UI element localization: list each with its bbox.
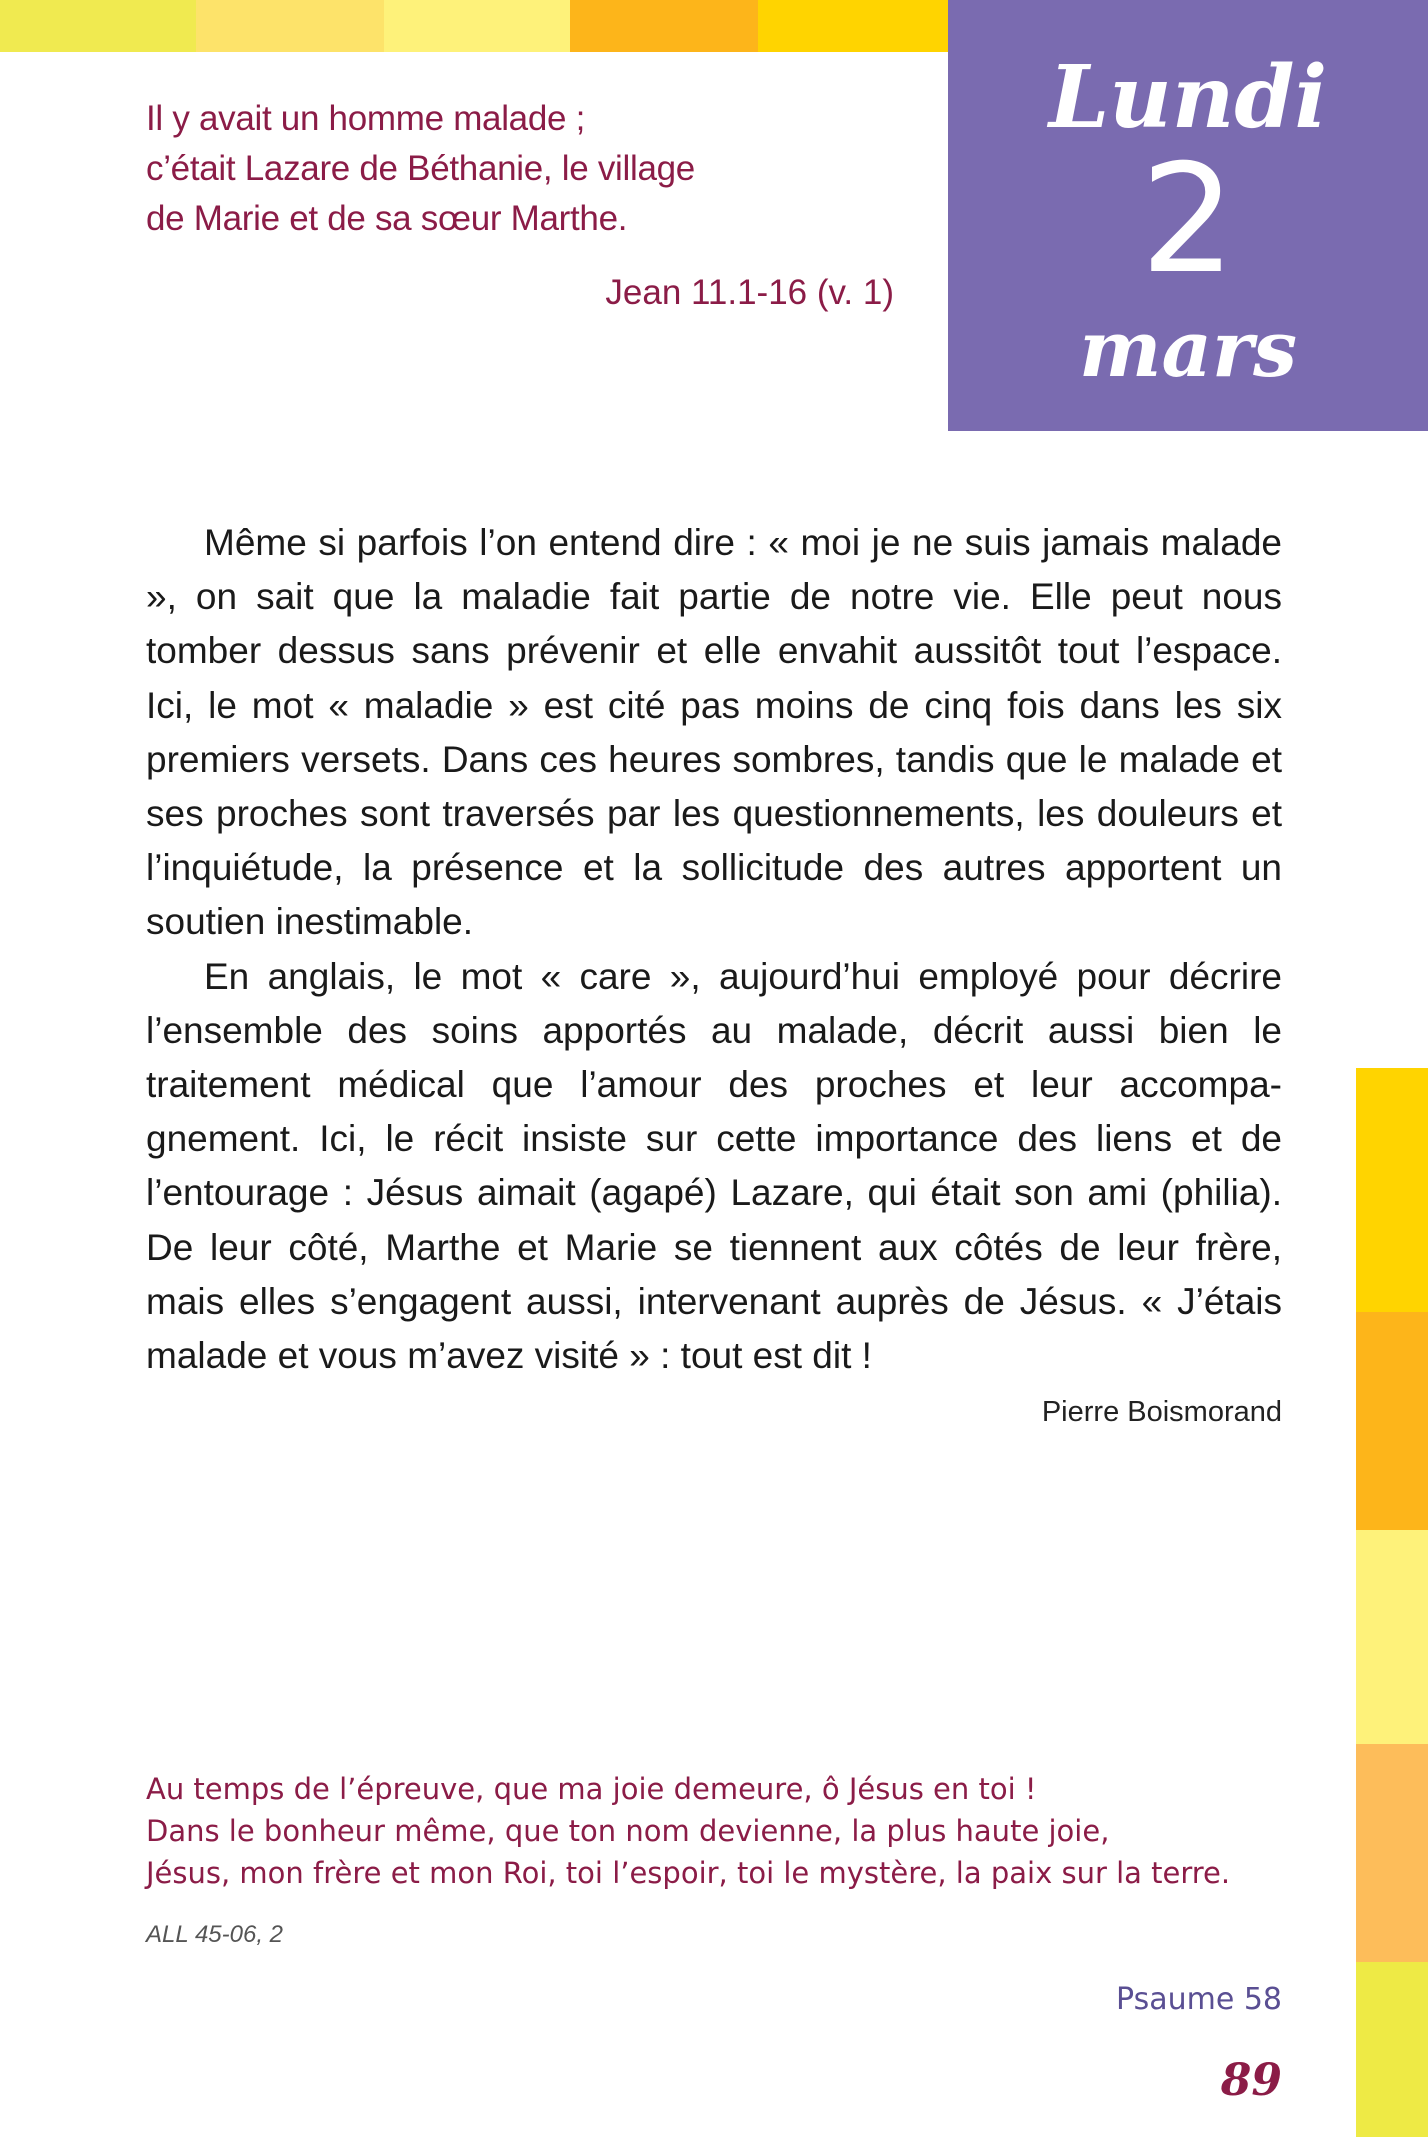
prayer-text [146, 1768, 1306, 1894]
date-number: 2 [1140, 133, 1236, 307]
psalm-reference: Psaume 58 [1116, 1982, 1282, 2017]
paragraph: En anglais, le mot « care », aujourd’hui employé pour décrire l’ensemble des soins apportés au malade, décrit aussi bien le traitement médical que l’amour des proches et leur accompagnement. Ici, le récit insiste sur cette importance des liens et de l’entourage : Jésus aimait (agapé) Lazare, qui était son ami (philia). De leur côté, Marthe et Marie se tiennent aux côtés de leur frère, mais elles s’engagent aussi, intervenant auprès de Jésus. « J’étais malade et vous m’avez visité » : tout est dit ! [146, 955, 1282, 1377]
top-band-5 [758, 0, 948, 52]
date-month: mars [1078, 304, 1298, 395]
paragraph: Même si parfois l’on entend dire : « moi je ne suis jamais malade », on sait que la maladie fait partie de notre vie. Elle peut nous tomber dessus sans prévenir et elle envahit aussitôt tout l’espace. Ici, le mot « maladie » est cité pas moins de cinq fois dans les six premiers versets. Dans ces heures sombres, tandis que le malade et ses proches sont traversés par les questionnements, les douleurs et l’inquiétude, la présence et la sollicitude des autres apportent un soutien inestimable. [146, 522, 1282, 943]
prayer-line: Dans le bonheur même, que ton nom devienne, la plus haute joie, [146, 1814, 1110, 1848]
prayer-line: Jésus, mon frère et mon Roi, toi l’espoir, toi le mystère, la paix sur la terre. [146, 1856, 1231, 1890]
date-day: Lundi [1048, 47, 1328, 148]
top-band-3 [384, 0, 570, 52]
side-band-4 [1356, 1744, 1428, 1962]
date-box [948, 0, 1428, 431]
meditation-text [146, 516, 1282, 1383]
scripture-quote [146, 94, 926, 244]
side-band-1 [1356, 1068, 1428, 1312]
top-band-4 [570, 0, 758, 52]
quote-line: Il y avait un homme malade ; [146, 99, 586, 138]
scripture-reference: Jean 11.1-16 (v. 1) [605, 273, 894, 312]
prayer-line: Au temps de l’épreuve, que ma joie demeure, ô Jésus en toi ! [146, 1772, 1037, 1806]
hymn-reference: ALL 45-06, 2 [146, 1921, 284, 1948]
quote-line: de Marie et de sa sœur Marthe. [146, 199, 628, 238]
quote-line: c’était Lazare de Béthanie, le village [146, 149, 695, 188]
side-band-3 [1356, 1530, 1428, 1744]
top-band-1 [0, 0, 196, 52]
page-number: 89 [1220, 2055, 1282, 2106]
side-band-2 [1356, 1312, 1428, 1530]
side-band-5 [1356, 1962, 1428, 2137]
top-band-2 [196, 0, 384, 52]
author-name: Pierre Boismorand [1041, 1396, 1282, 1428]
